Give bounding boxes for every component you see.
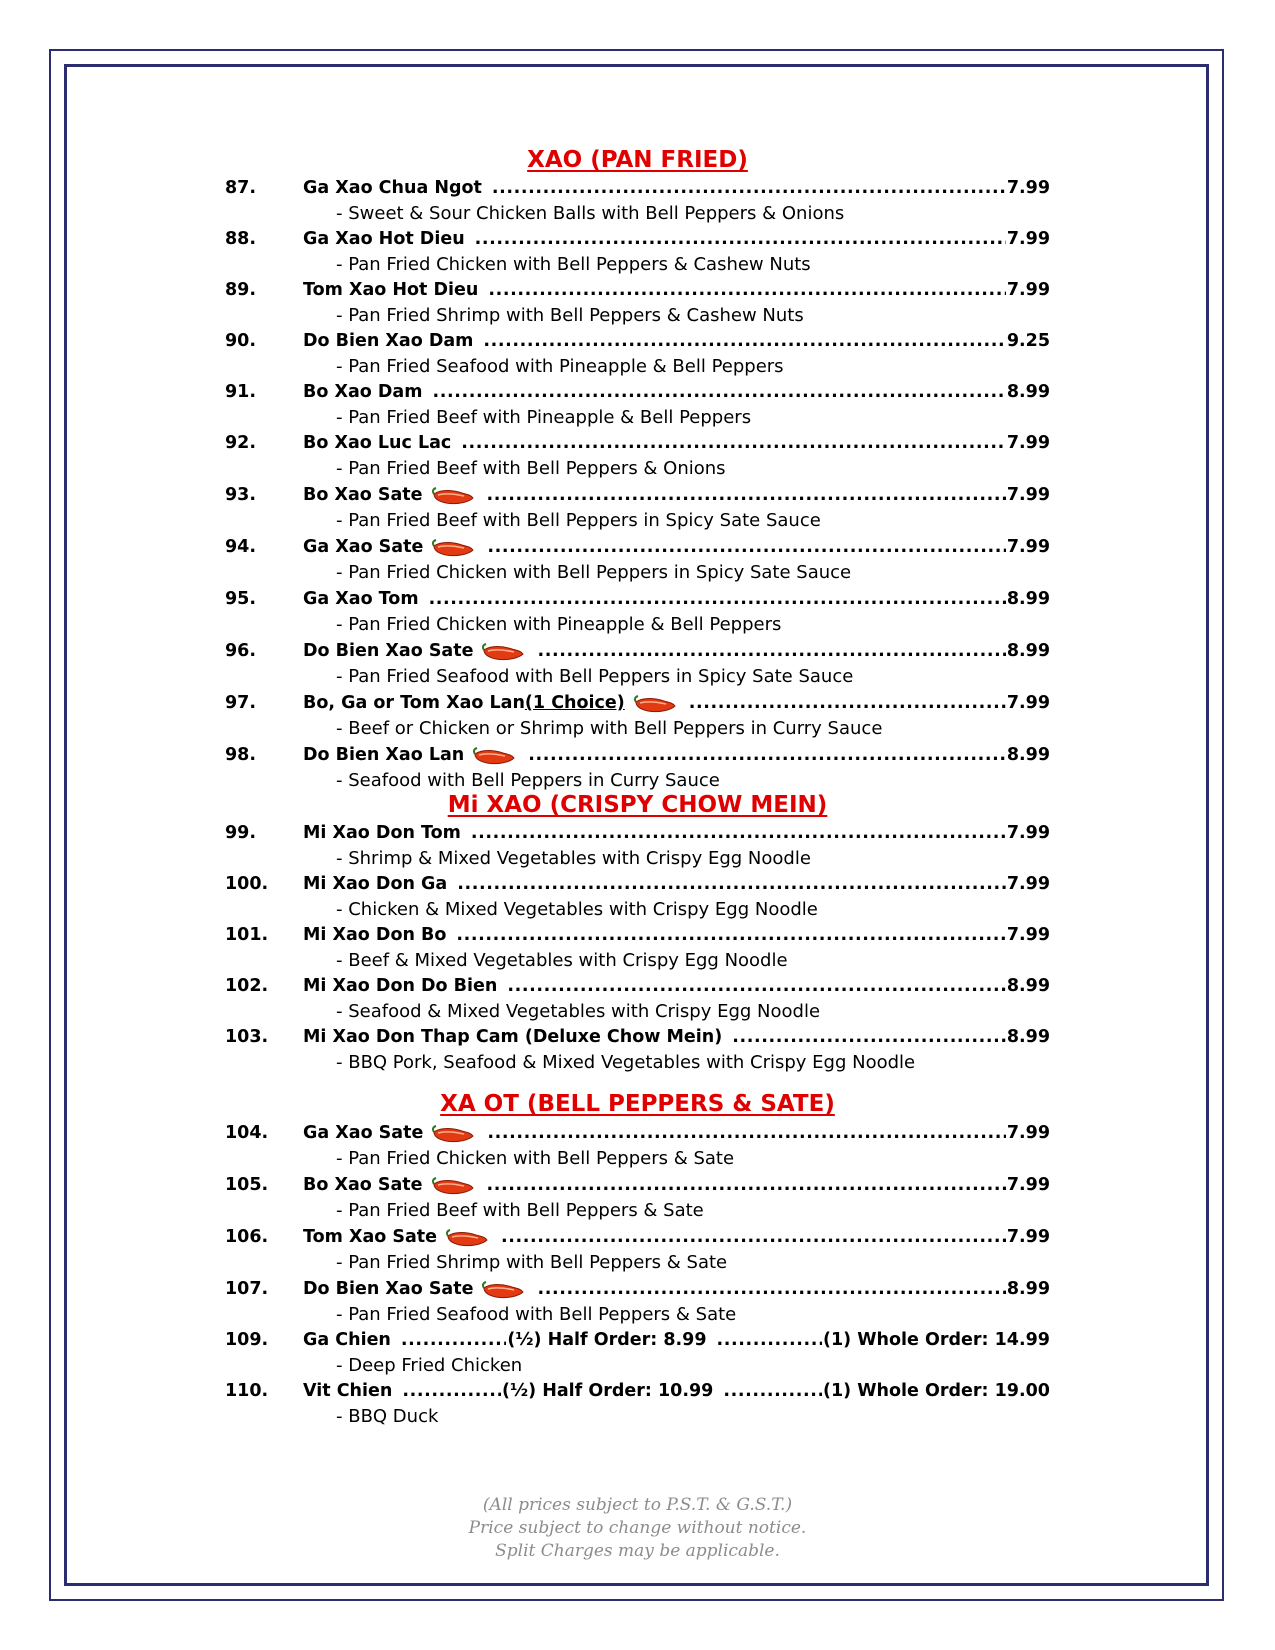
item-description: - Pan Fried Chicken with Pineapple & Bell Peppers bbox=[336, 614, 782, 635]
item-description: - Pan Fried Chicken with Bell Peppers in Spicy Sate Sauce bbox=[336, 562, 852, 583]
item-description: - Pan Fried Beef with Bell Peppers & Sate bbox=[336, 1200, 704, 1221]
dot-leader bbox=[487, 535, 1005, 560]
item-number: 100. bbox=[225, 874, 269, 894]
item-name: Ga Xao Chua Ngot bbox=[303, 178, 482, 198]
item-price: 7.99 bbox=[1006, 925, 1050, 945]
item-number: 107. bbox=[225, 1279, 269, 1299]
item-name: Mi Xao Don Do Bien bbox=[303, 976, 498, 996]
dot-leader bbox=[461, 431, 1006, 456]
dot-leader bbox=[528, 743, 1006, 768]
menu-item bbox=[225, 742, 1050, 794]
menu-item-line bbox=[225, 227, 1050, 252]
item-name: Mi Xao Don Thap Cam (Deluxe Chow Mein) bbox=[303, 1027, 723, 1047]
item-name: Do Bien Xao Lan bbox=[303, 745, 465, 765]
item-price: (1) Whole Order: 19.00 bbox=[822, 1381, 1050, 1401]
item-name: Bo Xao Sate bbox=[303, 1175, 423, 1195]
dot-leader bbox=[487, 1173, 1006, 1198]
item-number: 90. bbox=[225, 331, 257, 351]
dot-leader bbox=[402, 1379, 501, 1404]
item-number: 93. bbox=[225, 485, 257, 505]
dot-leader bbox=[487, 1121, 1005, 1146]
item-description: - BBQ Duck bbox=[336, 1406, 439, 1427]
menu-item bbox=[225, 1224, 1050, 1276]
item-price: 7.99 bbox=[1006, 537, 1050, 557]
item-description: - Beef or Chicken or Shrimp with Bell Peppers in Curry Sauce bbox=[336, 718, 883, 739]
item-name: Ga Xao Sate bbox=[303, 1123, 424, 1143]
menu-item bbox=[225, 176, 1050, 227]
item-number: 104. bbox=[225, 1123, 269, 1143]
split-charges-note: Split Charges may be applicable. bbox=[495, 1541, 780, 1561]
menu-item-line bbox=[225, 176, 1050, 201]
dot-leader bbox=[492, 176, 1006, 201]
item-description: - Pan Fried Seafood with Pineapple & Bell Peppers bbox=[336, 356, 784, 377]
menu-item-line bbox=[225, 482, 1050, 508]
menu-item bbox=[225, 638, 1050, 690]
item-description: - Pan Fried Shrimp with Bell Peppers & Cashew Nuts bbox=[336, 305, 804, 326]
section-xao-pan-fried bbox=[225, 146, 1050, 794]
menu-item bbox=[225, 1328, 1050, 1379]
item-description: - Pan Fried Chicken with Bell Peppers & Sate bbox=[336, 1148, 735, 1169]
item-description: - Shrimp & Mixed Vegetables with Crispy Egg Noodle bbox=[336, 848, 811, 869]
chili-pepper-icon bbox=[445, 1228, 489, 1250]
dot-leader bbox=[501, 1225, 1006, 1250]
item-name: Tom Xao Hot Dieu bbox=[303, 280, 479, 300]
item-number: 109. bbox=[225, 1330, 269, 1350]
menu-item bbox=[225, 329, 1050, 380]
item-price: 7.99 bbox=[1006, 1123, 1050, 1143]
dot-leader bbox=[401, 1328, 506, 1353]
dot-leader bbox=[475, 227, 1006, 252]
menu-item-line bbox=[225, 380, 1050, 405]
menu-item-line bbox=[225, 278, 1050, 303]
item-price: 7.99 bbox=[1006, 433, 1050, 453]
item-description: - Seafood with Bell Peppers in Curry Sauce bbox=[336, 770, 720, 791]
item-price: 8.99 bbox=[1006, 589, 1050, 609]
item-number: 88. bbox=[225, 229, 257, 249]
menu-item bbox=[225, 482, 1050, 534]
item-name: Mi Xao Don Ga bbox=[303, 874, 448, 894]
item-price: 8.99 bbox=[1006, 641, 1050, 661]
dot-leader bbox=[689, 691, 1006, 716]
dot-leader bbox=[723, 1379, 822, 1404]
item-description: - Beef & Mixed Vegetables with Crispy Egg Noodle bbox=[336, 950, 788, 971]
item-description: - Pan Fried Beef with Bell Peppers & Onions bbox=[336, 458, 726, 479]
item-number: 95. bbox=[225, 589, 257, 609]
item-name: Bo Xao Sate bbox=[303, 485, 423, 505]
tax-note: (All prices subject to P.S.T. & G.S.T.) bbox=[482, 1495, 793, 1515]
dot-leader bbox=[457, 872, 1006, 897]
menu-item-line bbox=[225, 638, 1050, 664]
item-price: 7.99 bbox=[1006, 823, 1050, 843]
item-description: - Chicken & Mixed Vegetables with Crispy Egg Noodle bbox=[336, 899, 818, 920]
dot-leader bbox=[456, 923, 1005, 948]
item-number: 89. bbox=[225, 280, 257, 300]
choice-note: (1 Choice) bbox=[524, 693, 625, 713]
chili-pepper-icon bbox=[431, 1176, 475, 1198]
item-name: Mi Xao Don Bo bbox=[303, 925, 447, 945]
chili-pepper-icon bbox=[472, 746, 516, 768]
menu-item-line bbox=[225, 872, 1050, 897]
section-mi-xao-crispy-chow-mein bbox=[225, 791, 1050, 1076]
price-change-note: Price subject to change without notice. bbox=[468, 1518, 807, 1538]
item-name: Do Bien Xao Dam bbox=[303, 331, 474, 351]
menu-item-line bbox=[225, 1025, 1050, 1050]
item-description: - Pan Fried Chicken with Bell Peppers & Cashew Nuts bbox=[336, 254, 811, 275]
item-price: 8.99 bbox=[1006, 976, 1050, 996]
item-number: 98. bbox=[225, 745, 257, 765]
menu-item bbox=[225, 690, 1050, 742]
dot-leader bbox=[507, 974, 1005, 999]
item-number: 105. bbox=[225, 1175, 269, 1195]
menu-item bbox=[225, 923, 1050, 974]
item-name: Ga Chien bbox=[303, 1330, 391, 1350]
menu-item-line bbox=[225, 742, 1050, 768]
half-order-price: (½) Half Order: 10.99 bbox=[501, 1381, 714, 1401]
dot-leader bbox=[537, 1277, 1005, 1302]
menu-item-line bbox=[225, 431, 1050, 456]
item-price: 8.99 bbox=[1006, 1279, 1050, 1299]
section-heading: XA OT (BELL PEPPERS & SATE) bbox=[440, 1091, 835, 1117]
item-price: 8.99 bbox=[1006, 1027, 1050, 1047]
item-price: 7.99 bbox=[1006, 1227, 1050, 1247]
chili-pepper-icon bbox=[633, 694, 677, 716]
dot-leader bbox=[429, 587, 1006, 612]
item-price: (1) Whole Order: 14.99 bbox=[822, 1330, 1050, 1350]
dot-leader bbox=[537, 639, 1005, 664]
menu-item-line bbox=[225, 1379, 1050, 1404]
section-heading: Mi XAO (CRISPY CHOW MEIN) bbox=[447, 792, 828, 818]
dot-leader bbox=[488, 278, 1005, 303]
item-price: 9.25 bbox=[1006, 331, 1050, 351]
item-name: Tom Xao Sate bbox=[303, 1227, 438, 1247]
dot-leader bbox=[487, 483, 1006, 508]
item-name: Ga Xao Hot Dieu bbox=[303, 229, 465, 249]
chili-pepper-icon bbox=[481, 1280, 525, 1302]
menu-item-line bbox=[225, 329, 1050, 354]
dot-leader bbox=[483, 329, 1005, 354]
menu-item bbox=[225, 872, 1050, 923]
menu-item bbox=[225, 534, 1050, 586]
item-number: 102. bbox=[225, 976, 269, 996]
item-name: Ga Xao Tom bbox=[303, 589, 419, 609]
item-description: - Pan Fried Shrimp with Bell Peppers & Sate bbox=[336, 1252, 728, 1273]
item-price: 7.99 bbox=[1006, 1175, 1050, 1195]
item-description: - BBQ Pork, Seafood & Mixed Vegetables with Crispy Egg Noodle bbox=[336, 1052, 916, 1073]
menu-item bbox=[225, 227, 1050, 278]
item-price: 7.99 bbox=[1006, 874, 1050, 894]
item-price: 7.99 bbox=[1006, 485, 1050, 505]
item-number: 91. bbox=[225, 382, 257, 402]
item-description: - Pan Fried Beef with Pineapple & Bell Peppers bbox=[336, 407, 752, 428]
half-order-price: (½) Half Order: 8.99 bbox=[507, 1330, 707, 1350]
item-number: 103. bbox=[225, 1027, 269, 1047]
item-name: Mi Xao Don Tom bbox=[303, 823, 461, 843]
dot-leader bbox=[717, 1328, 822, 1353]
chili-pepper-icon bbox=[481, 642, 525, 664]
item-number: 96. bbox=[225, 641, 257, 661]
section-xa-ot-bell-peppers-sate bbox=[225, 1090, 1050, 1430]
item-name: Do Bien Xao Sate bbox=[303, 1279, 474, 1299]
dot-leader bbox=[471, 821, 1006, 846]
menu-item-line bbox=[225, 586, 1050, 612]
item-name: Bo Xao Luc Lac bbox=[303, 433, 452, 453]
item-number: 101. bbox=[225, 925, 269, 945]
menu-item-line bbox=[225, 1172, 1050, 1198]
item-description: - Pan Fried Seafood with Bell Peppers & Sate bbox=[336, 1304, 737, 1325]
menu-item bbox=[225, 586, 1050, 638]
item-price: 7.99 bbox=[1006, 693, 1050, 713]
item-price: 7.99 bbox=[1006, 229, 1050, 249]
menu-item bbox=[225, 278, 1050, 329]
dot-leader bbox=[732, 1025, 1006, 1050]
item-number: 106. bbox=[225, 1227, 269, 1247]
item-price: 7.99 bbox=[1006, 178, 1050, 198]
item-name: Bo Xao Dam bbox=[303, 382, 423, 402]
menu-item bbox=[225, 821, 1050, 872]
menu-item bbox=[225, 431, 1050, 482]
menu-item-line bbox=[225, 821, 1050, 846]
item-description: - Sweet & Sour Chicken Balls with Bell Peppers & Onions bbox=[336, 203, 845, 224]
menu-item bbox=[225, 1120, 1050, 1172]
chili-pepper-icon bbox=[431, 486, 475, 508]
item-number: 97. bbox=[225, 693, 257, 713]
item-number: 110. bbox=[225, 1381, 269, 1401]
menu-item bbox=[225, 380, 1050, 431]
menu-item bbox=[225, 1172, 1050, 1224]
item-number: 94. bbox=[225, 537, 257, 557]
item-description: - Deep Fried Chicken bbox=[336, 1355, 523, 1376]
menu-item-line bbox=[225, 1224, 1050, 1250]
menu-item-line bbox=[225, 1120, 1050, 1146]
item-name: Do Bien Xao Sate bbox=[303, 641, 474, 661]
item-price: 7.99 bbox=[1006, 280, 1050, 300]
menu-item-line bbox=[225, 534, 1050, 560]
menu-item bbox=[225, 1276, 1050, 1328]
item-description: - Seafood & Mixed Vegetables with Crispy Egg Noodle bbox=[336, 1001, 821, 1022]
item-name: Vit Chien bbox=[303, 1381, 393, 1401]
menu-item bbox=[225, 1379, 1050, 1430]
menu-item-line bbox=[225, 923, 1050, 948]
item-number: 92. bbox=[225, 433, 257, 453]
item-price: 8.99 bbox=[1006, 382, 1050, 402]
chili-pepper-icon bbox=[431, 538, 475, 560]
item-name: Ga Xao Sate bbox=[303, 537, 424, 557]
item-description: - Pan Fried Seafood with Bell Peppers in Spicy Sate Sauce bbox=[336, 666, 854, 687]
item-name: Bo, Ga or Tom Xao Lan bbox=[303, 693, 525, 713]
menu-item-line bbox=[225, 1276, 1050, 1302]
dot-leader bbox=[432, 380, 1005, 405]
item-description: - Pan Fried Beef with Bell Peppers in Spicy Sate Sauce bbox=[336, 510, 821, 531]
item-number: 87. bbox=[225, 178, 257, 198]
price-notice bbox=[0, 1494, 1275, 1563]
menu-item-line bbox=[225, 690, 1050, 716]
menu-item bbox=[225, 1025, 1050, 1076]
section-heading: XAO (PAN FRIED) bbox=[527, 147, 748, 173]
item-price: 8.99 bbox=[1006, 745, 1050, 765]
menu-item bbox=[225, 974, 1050, 1025]
menu-item-line bbox=[225, 1328, 1050, 1353]
item-number: 99. bbox=[225, 823, 257, 843]
menu-item-line bbox=[225, 974, 1050, 999]
chili-pepper-icon bbox=[431, 1124, 475, 1146]
